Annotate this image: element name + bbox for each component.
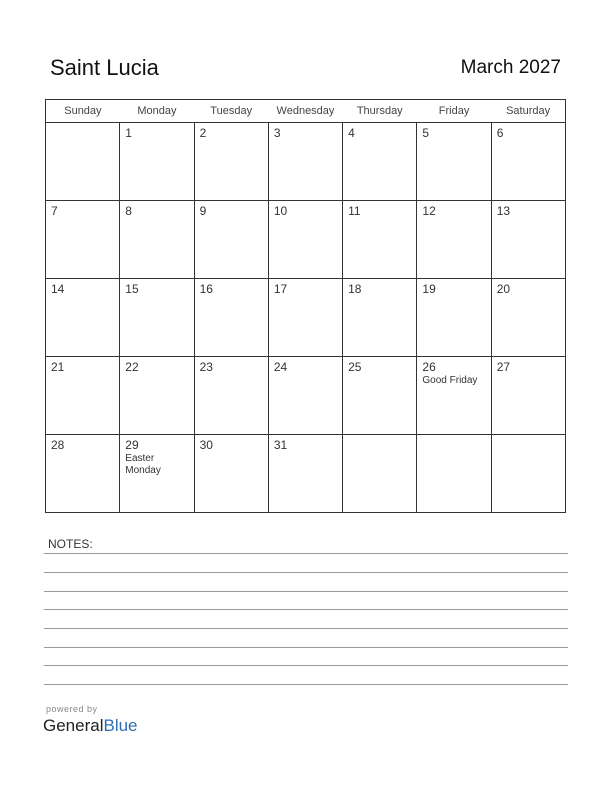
day-number: 30	[199, 438, 213, 452]
day-number: 14	[51, 282, 65, 296]
brand-part-blue: Blue	[103, 716, 138, 735]
weekday-header: Wednesday	[268, 100, 342, 123]
day-cell	[268, 357, 342, 435]
day-cell	[268, 435, 342, 513]
weekday-header: Thursday	[343, 100, 417, 123]
day-cell	[46, 279, 120, 357]
day-number: 24	[273, 360, 288, 374]
day-cell	[46, 357, 120, 435]
day-cell	[491, 279, 565, 357]
day-cell	[120, 123, 194, 201]
day-cell	[343, 357, 417, 435]
day-cell	[194, 201, 268, 279]
weekday-header: Monday	[120, 100, 194, 123]
holiday-label: Easter Monday	[125, 453, 161, 476]
note-line	[44, 572, 568, 573]
day-number: 22	[125, 360, 139, 374]
day-number: 13	[496, 204, 511, 218]
day-cell	[417, 123, 491, 201]
holiday-label: Good Friday	[422, 375, 478, 386]
note-line	[44, 591, 568, 592]
note-line	[44, 684, 568, 685]
day-number: 2	[199, 126, 207, 140]
day-cell	[194, 435, 268, 513]
day-cell	[120, 357, 194, 435]
day-cell	[491, 123, 565, 201]
weekday-header: Sunday	[46, 100, 120, 123]
day-number: 23	[199, 360, 213, 374]
day-cell	[46, 201, 120, 279]
week-row	[46, 357, 566, 435]
day-cell	[491, 435, 565, 513]
day-number: 9	[199, 204, 207, 218]
day-number: 10	[273, 204, 288, 218]
day-cell	[268, 123, 342, 201]
day-cell	[417, 279, 491, 357]
day-number: 27	[496, 360, 511, 374]
calendar-country-title: Saint Lucia	[50, 55, 159, 80]
notes-label: NOTES:	[48, 537, 93, 551]
weekday-header-row	[46, 100, 566, 123]
note-line	[44, 628, 568, 629]
note-line	[44, 665, 568, 666]
day-cell	[194, 123, 268, 201]
brand-part-general: General	[43, 716, 104, 735]
day-cell	[120, 201, 194, 279]
week-row	[46, 279, 566, 357]
day-number: 4	[348, 126, 355, 140]
day-number: 5	[422, 126, 430, 140]
day-number: 25	[348, 360, 362, 374]
powered-by-text: powered by	[46, 704, 98, 714]
day-cell	[46, 123, 120, 201]
day-cell	[417, 435, 491, 513]
day-cell	[491, 357, 565, 435]
day-cell	[194, 357, 268, 435]
day-number: 28	[51, 438, 65, 452]
day-cell	[120, 279, 194, 357]
day-number: 15	[125, 282, 139, 296]
day-cell	[120, 435, 194, 513]
week-row	[46, 201, 566, 279]
day-number: 20	[496, 282, 511, 296]
generalblue-logo	[43, 716, 138, 736]
day-number: 12	[422, 204, 436, 218]
day-cell	[343, 435, 417, 513]
calendar-body	[46, 123, 566, 513]
day-cell	[194, 279, 268, 357]
weekday-header: Friday	[417, 100, 491, 123]
note-line	[44, 647, 568, 648]
day-cell	[268, 279, 342, 357]
day-cell	[343, 123, 417, 201]
day-number: 17	[273, 282, 288, 296]
day-number: 6	[496, 126, 504, 140]
day-number: 11	[348, 204, 361, 218]
day-number: 29	[125, 438, 139, 452]
day-number: 21	[51, 360, 65, 374]
day-cell	[417, 357, 491, 435]
day-number: 7	[51, 204, 58, 218]
day-number: 16	[199, 282, 213, 296]
week-row	[46, 123, 566, 201]
day-cell	[343, 201, 417, 279]
day-number: 1	[125, 126, 132, 140]
week-row	[46, 435, 566, 513]
calendar-month-title: March 2027	[460, 57, 561, 78]
note-line	[44, 553, 568, 554]
day-number: 3	[273, 126, 281, 140]
day-cell	[343, 279, 417, 357]
day-cell	[491, 201, 565, 279]
weekday-header: Saturday	[491, 100, 565, 123]
day-number: 19	[422, 282, 436, 296]
day-number: 31	[273, 438, 288, 452]
day-number: 8	[125, 204, 132, 218]
day-cell	[268, 201, 342, 279]
day-cell	[417, 201, 491, 279]
calendar-grid	[45, 99, 566, 513]
day-number: 18	[348, 282, 362, 296]
weekday-header: Tuesday	[194, 100, 268, 123]
note-line	[44, 609, 568, 610]
day-number: 26	[422, 360, 436, 374]
day-cell	[46, 435, 120, 513]
